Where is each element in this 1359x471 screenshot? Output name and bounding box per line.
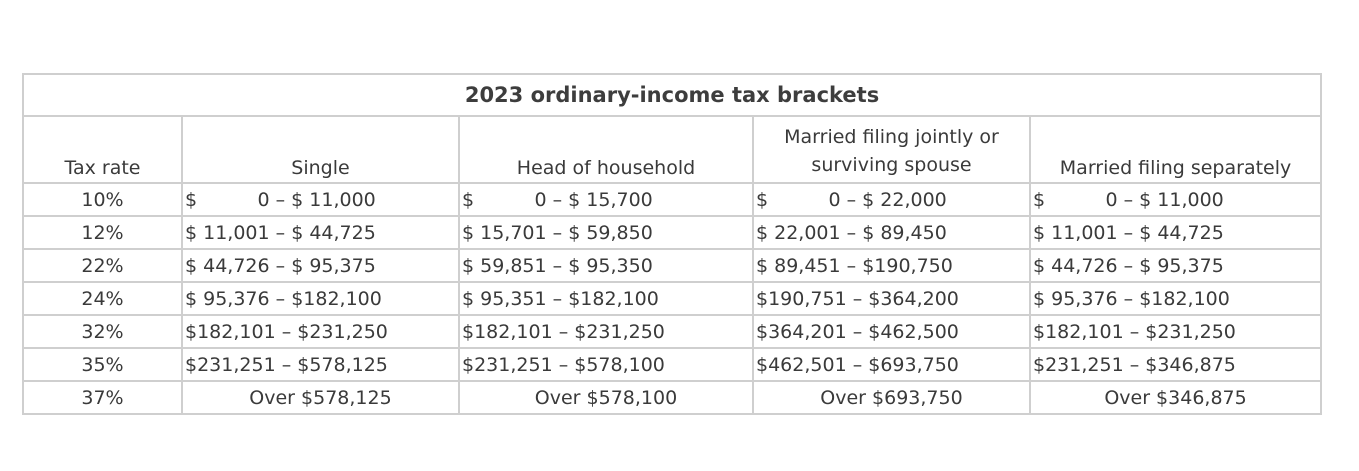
cell-married-separate-text: $ 0 – $ 11,000 (1033, 188, 1224, 211)
cell-single (182, 282, 459, 315)
cell-head-of-household-text: $ 95,351 – $182,100 (462, 287, 659, 310)
table-row (23, 249, 1321, 282)
cell-married-joint-text: $190,751 – $364,200 (756, 287, 959, 310)
cell-single (182, 183, 459, 216)
header-single: Single (182, 116, 459, 183)
cell-tax-rate: 24% (23, 282, 182, 315)
cell-head-of-household (459, 315, 753, 348)
cell-married-joint (753, 183, 1030, 216)
table-row (23, 381, 1321, 414)
cell-head-of-household (459, 381, 753, 414)
cell-married-separate-text: $ 11,001 – $ 44,725 (1033, 221, 1224, 244)
cell-married-joint-text: $462,501 – $693,750 (756, 353, 959, 376)
cell-head-of-household-text: Over $578,100 (534, 386, 678, 409)
cell-single-text: $ 44,726 – $ 95,375 (185, 254, 376, 277)
cell-tax-rate: 12% (23, 216, 182, 249)
cell-tax-rate: 22% (23, 249, 182, 282)
cell-single-text: $ 0 – $ 11,000 (185, 188, 376, 211)
cell-married-separate-text: $231,251 – $346,875 (1033, 353, 1236, 376)
cell-married-separate (1030, 249, 1321, 282)
cell-head-of-household-text: $182,101 – $231,250 (462, 320, 665, 343)
table-row (23, 282, 1321, 315)
cell-married-separate (1030, 183, 1321, 216)
cell-married-joint-text: $364,201 – $462,500 (756, 320, 959, 343)
cell-single-text: Over $578,125 (249, 386, 392, 409)
cell-single (182, 216, 459, 249)
header-married-separate: Married filing separately (1030, 116, 1321, 183)
cell-tax-rate: 37% (23, 381, 182, 414)
cell-head-of-household (459, 183, 753, 216)
table-row (23, 315, 1321, 348)
cell-married-separate-text: Over $346,875 (1104, 386, 1247, 409)
table-row (23, 348, 1321, 381)
tax-brackets-table-container (22, 73, 1320, 415)
cell-head-of-household (459, 348, 753, 381)
header-married-joint: Married filing jointly or surviving spouse (753, 116, 1030, 183)
cell-single-text: $231,251 – $578,125 (185, 353, 388, 376)
cell-head-of-household-text: $ 15,701 – $ 59,850 (462, 221, 653, 244)
cell-married-joint (753, 249, 1030, 282)
cell-head-of-household (459, 249, 753, 282)
table-body (23, 183, 1321, 414)
cell-head-of-household (459, 282, 753, 315)
cell-single (182, 348, 459, 381)
cell-married-separate (1030, 282, 1321, 315)
cell-married-joint-text: $ 89,451 – $190,750 (756, 254, 953, 277)
cell-tax-rate: 35% (23, 348, 182, 381)
cell-single-text: $ 11,001 – $ 44,725 (185, 221, 376, 244)
cell-head-of-household-text: $ 0 – $ 15,700 (462, 188, 653, 211)
cell-married-joint (753, 282, 1030, 315)
cell-married-joint (753, 315, 1030, 348)
table-row (23, 216, 1321, 249)
cell-married-separate (1030, 381, 1321, 414)
cell-married-joint-text: Over $693,750 (820, 386, 963, 409)
cell-single (182, 249, 459, 282)
cell-single-text: $182,101 – $231,250 (185, 320, 388, 343)
cell-married-separate (1030, 216, 1321, 249)
cell-married-joint (753, 216, 1030, 249)
cell-married-separate (1030, 348, 1321, 381)
table-title: 2023 ordinary-income tax brackets (23, 74, 1321, 116)
cell-married-joint-text: $ 0 – $ 22,000 (756, 188, 947, 211)
cell-tax-rate: 10% (23, 183, 182, 216)
cell-single (182, 315, 459, 348)
cell-head-of-household (459, 216, 753, 249)
header-tax-rate: Tax rate (23, 116, 182, 183)
cell-married-joint-text: $ 22,001 – $ 89,450 (756, 221, 947, 244)
tax-brackets-table (22, 73, 1322, 415)
cell-single (182, 381, 459, 414)
cell-head-of-household-text: $231,251 – $578,100 (462, 353, 665, 376)
cell-married-joint (753, 381, 1030, 414)
header-head-of-household: Head of household (459, 116, 753, 183)
table-row (23, 183, 1321, 216)
cell-married-separate-text: $ 95,376 – $182,100 (1033, 287, 1230, 310)
cell-head-of-household-text: $ 59,851 – $ 95,350 (462, 254, 653, 277)
cell-tax-rate: 32% (23, 315, 182, 348)
cell-married-separate (1030, 315, 1321, 348)
cell-single-text: $ 95,376 – $182,100 (185, 287, 382, 310)
cell-married-joint (753, 348, 1030, 381)
cell-married-separate-text: $ 44,726 – $ 95,375 (1033, 254, 1224, 277)
cell-married-separate-text: $182,101 – $231,250 (1033, 320, 1236, 343)
